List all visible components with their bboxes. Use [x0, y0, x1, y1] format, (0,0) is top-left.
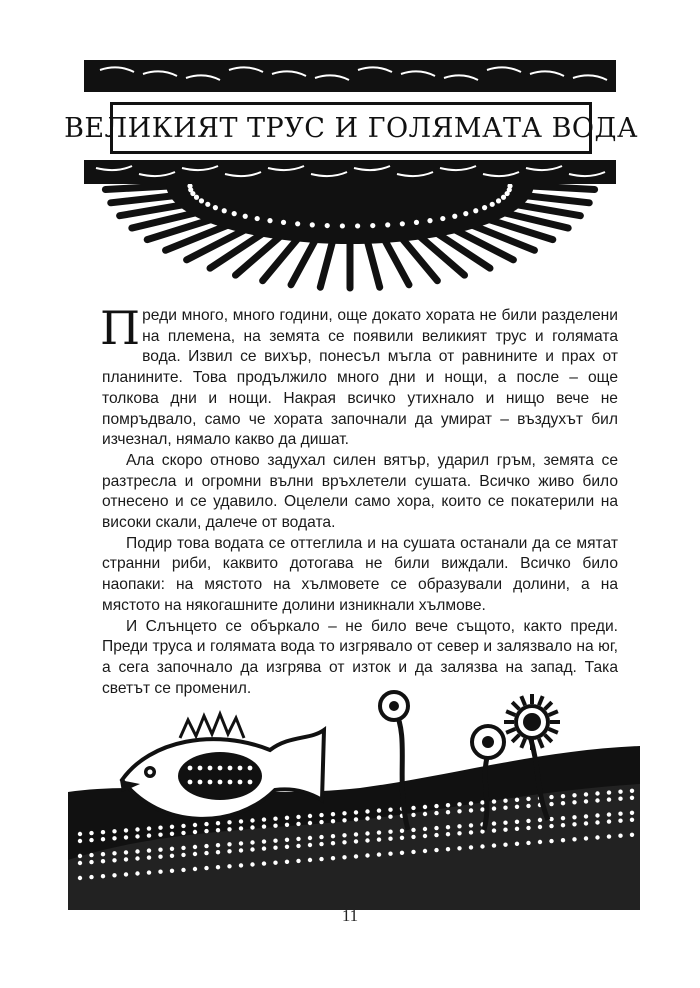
paragraph-3: Подир това водата се оттеглила и на сушата останали да се мятат странни риби, каквито дотогава не били виждали. Всичко било наопаки: на мястото на хълмовете се образували долини, а на мястото на някогашните долини изникнали хълмове.: [102, 534, 618, 614]
chapter-title: ВЕЛИКИЯТ ТРУС И ГОЛЯМАТА ВОДА: [64, 112, 638, 144]
paragraph-1: [100, 301, 618, 451]
page-number: 11: [341, 906, 359, 925]
drop-cap: П: [100, 301, 141, 355]
story-text: [100, 301, 618, 699]
fish-illustration-icon: [0, 680, 700, 910]
title-banner-ornament: [0, 0, 700, 300]
paragraph-4: И Слънцето се объркало – не било вече същото, както преди. Преди труса и голямата вода то изгрявало от север и залязвало на юг, а сега започнало да изгрява от изток и да залязва на запад. Така светът се променил.: [102, 617, 618, 697]
paragraph-2: Ала скоро отново задухал силен вятър, ударил гръм, земята се разтресла и огромни вълни връхлетели сушата. Всичко живо било отнесено и се удавило. Оцелели само хора, които се покатерили на високи скали, далече от водата.: [102, 451, 618, 532]
chapter-title-box: [64, 102, 638, 154]
fish-and-sun-illustration: [0, 680, 700, 910]
paragraph-1-text: реди много, много години, още докато хората не били разделени на племена, на земята се появили великият трус и голямата вода. Извил се вихър, понесъл мъгла от равнините и прах от планините. Това продължило много дни и нощи, а после – още толкова дни и нощи. Накрая всичко утихнало и нищо вече не помръдвало, само че хората започнали да умират – въздухът бил изчезнал, нямало какво да дишат.: [102, 307, 618, 449]
